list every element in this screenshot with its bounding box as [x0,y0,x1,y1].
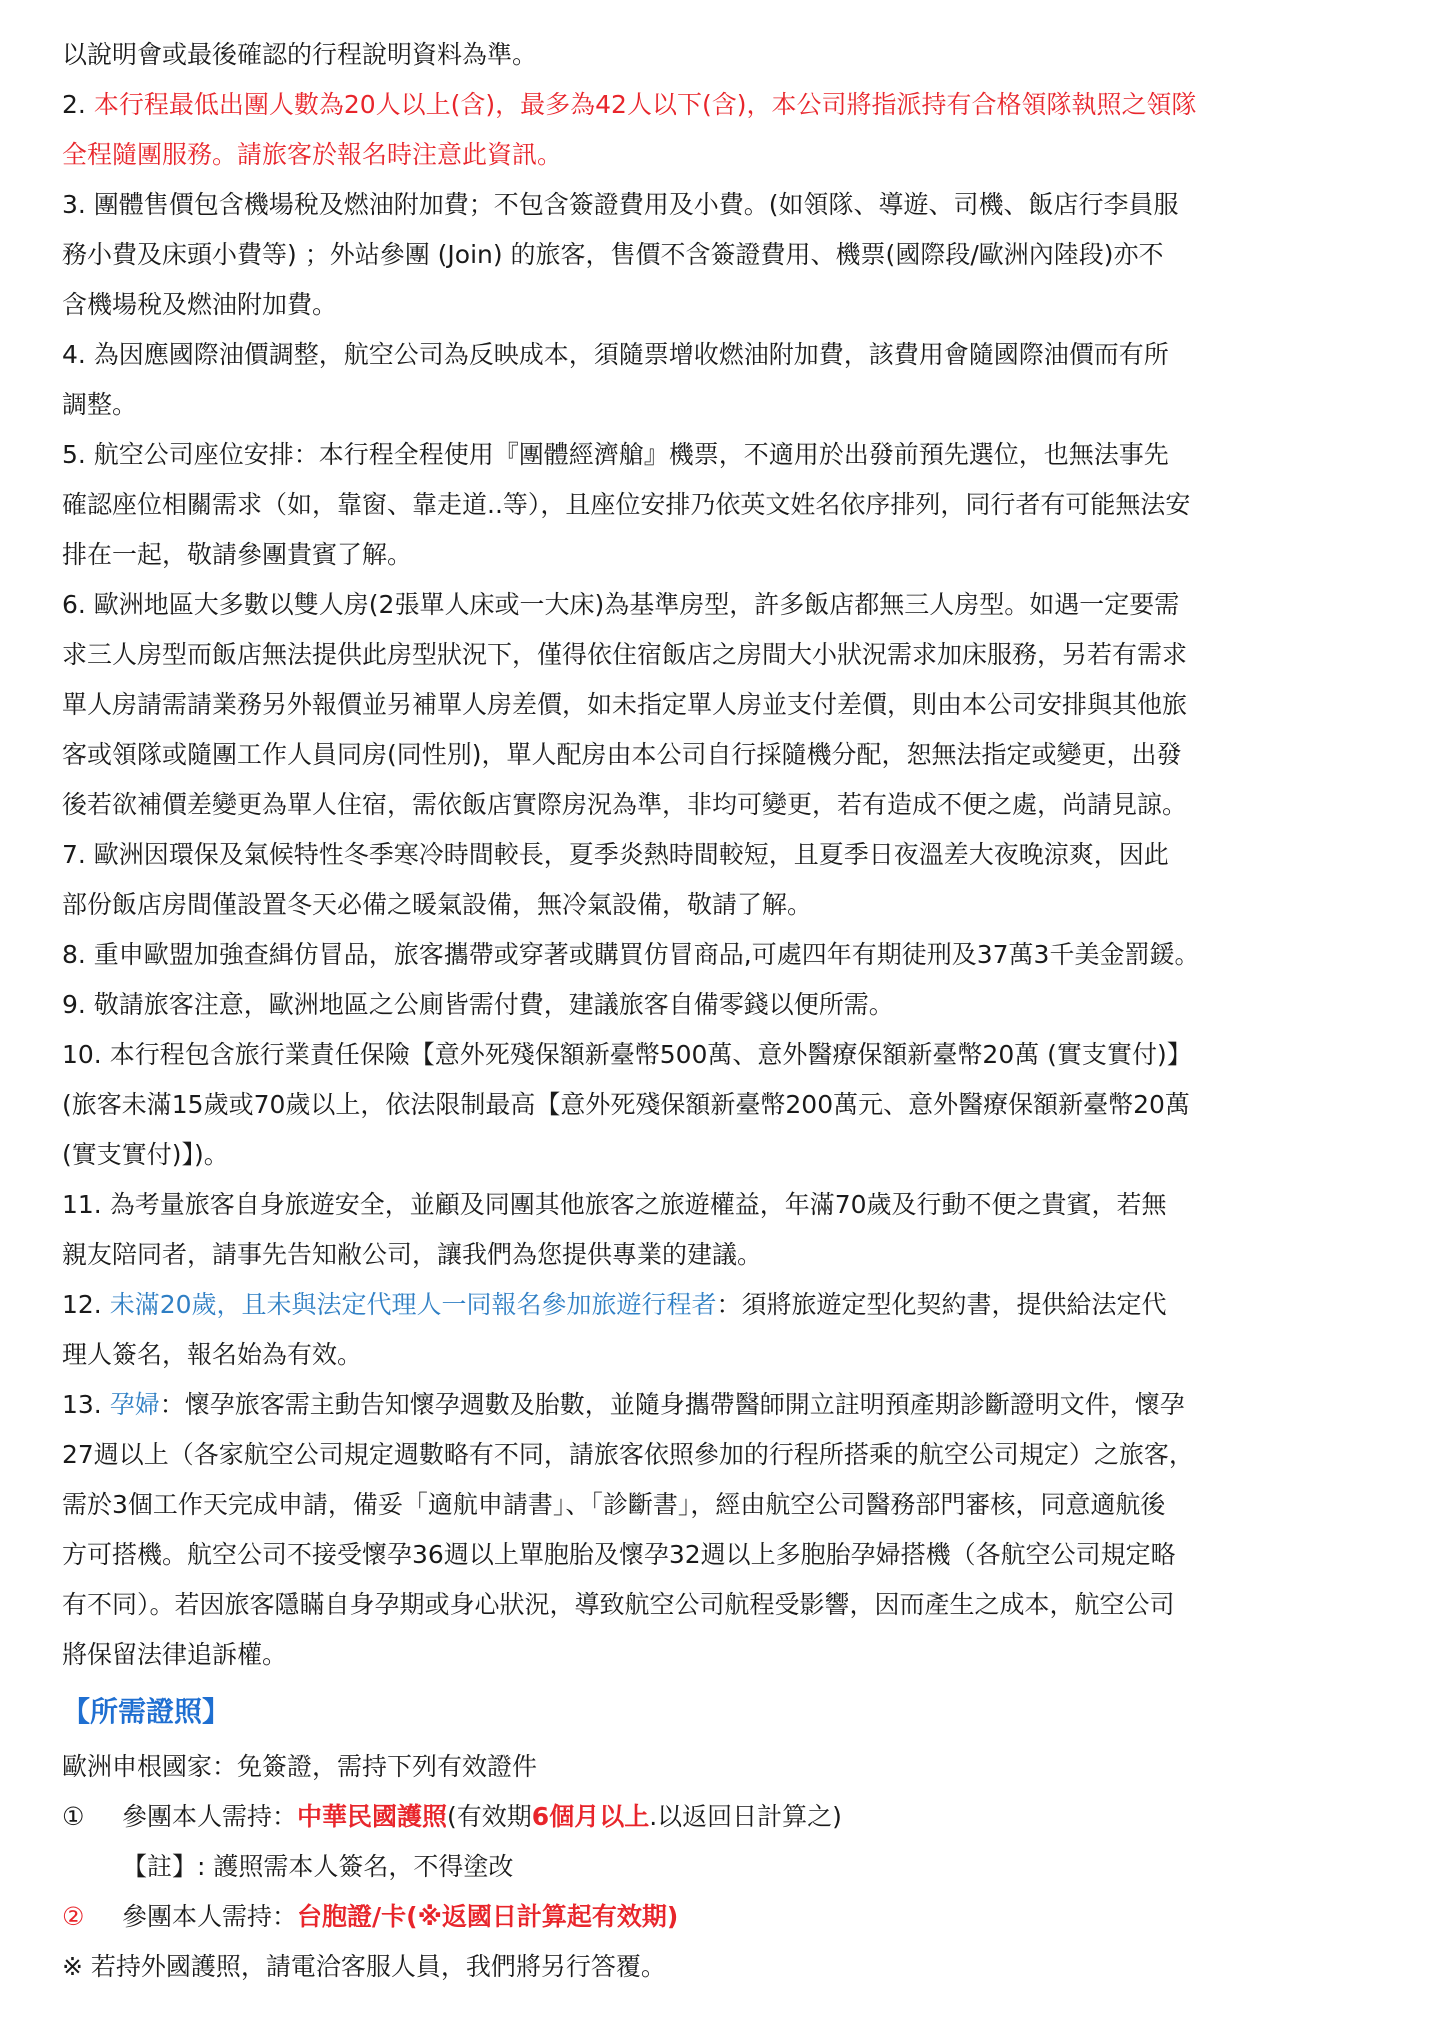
item-12-line-1 [62,1280,1382,1330]
passport-text: 中華民國護照 [297,1802,448,1831]
item-2-line-1 [62,80,1382,130]
item-4-line-1: 4. 為因應國際油價調整，航空公司為反映成本，須隨票增收燃油附加費，該費用會隨國際油價而有所 [62,340,1169,369]
item-number: 2. [62,90,86,119]
item-7-line-1: 7. 歐洲因環保及氣候特性冬季寒冷時間較長，夏季炎熱時間較短，且夏季日夜溫差大夜晚涼爽，因此 [62,840,1169,869]
mtp-card-text: 台胞證/卡(※返國日計算起有效期) [297,1902,679,1931]
item-2-line-2: 全程隨團服務。請旅客於報名時注意此資訊。 [62,140,563,169]
item-13-line-2: 27週以上（各家航空公司規定週數略有不同，請旅客依照參加的行程所搭乘的航空公司規定）之旅客， [62,1440,1194,1469]
passport-note: 【註】: 護照需本人簽名，不得塗改 [122,1852,514,1881]
circled-one-marker: ① [62,1802,85,1831]
validity-text-end: .以返回日計算之) [649,1802,842,1831]
item-3-line-1: 3. 團體售價包含機場稅及燃油附加費；不包含簽證費用及小費。(如領隊、導遊、司機、飯店行李員服 [62,190,1179,219]
item-6-line-1: 6. 歐洲地區大多數以雙人房(2張單人床或一大床)為基準房型，許多飯店都無三人房型。如遇一定要需 [62,590,1180,619]
circled-two-marker: ② [62,1902,85,1931]
document-item-1 [62,1792,1382,1842]
text-line: 以說明會或最後確認的行程說明資料為準。 [62,40,538,69]
six-months-text: 6個月以上 [531,1802,650,1831]
item-4-line-2: 調整。 [62,390,138,419]
document-item-2 [62,1892,1382,1942]
item-6-line-5: 後若欲補價差變更為單人住宿，需依飯店實際房況為準，非均可變更，若有造成不便之處，尚請見諒。 [62,790,1188,819]
item-6-line-4: 客或領隊或隨團工作人員同房(同性別)，單人配房由本公司自行採隨機分配，恕無法指定或變更，出發 [62,740,1182,769]
item-13-text: ：懷孕旅客需主動告知懷孕週數及胎數，並隨身攜帶醫師開立註明預產期診斷證明文件，懷孕 [159,1390,1185,1419]
item-7-line-2: 部份飯店房間僅設置冬天必備之暖氣設備，無冷氣設備，敬請了解。 [62,890,813,919]
item-5-line-3: 排在一起，敬請參團貴賓了解。 [62,540,413,569]
validity-text: (有效期 [447,1802,532,1831]
foreign-passport-note: ※ 若持外國護照，請電洽客服人員，我們將另行答覆。 [62,1952,666,1981]
documents-intro: 歐洲申根國家：免簽證，需持下列有效證件 [62,1752,538,1781]
document-label: 參團本人需持： [122,1802,298,1831]
item-13-line-1 [62,1380,1382,1430]
item-11-line-2: 親友陪同者，請事先告知敝公司，讓我們為您提供專業的建議。 [62,1240,763,1269]
item-5-line-2: 確認座位相關需求（如，靠窗、靠走道..等），且座位安排乃依英文姓名依序排列，同行者有可能無法安 [62,490,1191,519]
item-13-line-4: 方可搭機。航空公司不接受懷孕36週以上單胞胎及懷孕32週以上多胞胎孕婦搭機（各航空公司規定略 [62,1540,1176,1569]
item-3-line-3: 含機場稅及燃油附加費。 [62,290,338,319]
item-5-line-1: 5. 航空公司座位安排：本行程全程使用『團體經濟艙』機票，不適用於出發前預先選位，也無法事先 [62,440,1169,469]
item-2-red-text: 本行程最低出團人數為20人以上(含)，最多為42人以下(含)，本公司將指派持有合格領隊執照之領隊 [93,90,1197,119]
item-10-line-1: 10. 本行程包含旅行業責任保險【意外死殘保額新臺幣500萬、意外醫療保額新臺幣20萬 (實支實付)】 [62,1040,1192,1069]
item-13-line-6: 將保留法律追訴權。 [62,1640,288,1669]
item-12-highlight: 未滿20歲，且未與法定代理人一同報名參加旅遊行程者 [109,1290,717,1319]
item-number: 12. [62,1290,102,1319]
document-label: 參團本人需持： [122,1902,298,1931]
item-9-line-1: 9. 敬請旅客注意，歐洲地區之公廁皆需付費，建議旅客自備零錢以便所需。 [62,990,894,1019]
item-6-line-3: 單人房請需請業務另外報價並另補單人房差價，如未指定單人房並支付差價，則由本公司安排與其他旅 [62,690,1188,719]
item-11-line-1: 11. 為考量旅客自身旅遊安全，並顧及同團其他旅客之旅遊權益，年滿70歲及行動不便之貴賓，若無 [62,1190,1167,1219]
section-heading-documents: 【所需證照】 [62,1695,231,1728]
item-number: 13. [62,1390,102,1419]
item-10-line-3: (實支實付)】)。 [62,1140,229,1169]
item-12-line-2: 理人簽名，報名始為有效。 [62,1340,363,1369]
item-13-line-5: 有不同）。若因旅客隱瞞自身孕期或身心狀況，導致航空公司航程受影響，因而產生之成本，航空公司 [62,1590,1175,1619]
item-10-line-2: (旅客未滿15歲或70歲以上，依法限制最高【意外死殘保額新臺幣200萬元、意外醫療保額新臺幣20萬 [62,1090,1190,1119]
item-13-highlight: 孕婦 [109,1390,160,1419]
item-3-line-2: 務小費及床頭小費等) ；外站參團 (Join) 的旅客，售價不含簽證費用、機票(國際段/歐洲內陸段)亦不 [62,240,1164,269]
item-13-line-3: 需於3個工作天完成申請，備妥「適航申請書」、「診斷書」，經由航空公司醫務部門審核，同意適航後 [62,1490,1166,1519]
item-12-text: ：須將旅遊定型化契約書，提供給法定代 [716,1290,1167,1319]
document-body [62,30,1382,1992]
item-8-line-1: 8. 重申歐盟加強查緝仿冒品，旅客攜帶或穿著或購買仿冒商品,可處四年有期徒刑及37萬3千美金罰鍰。 [62,940,1200,969]
item-6-line-2: 求三人房型而飯店無法提供此房型狀況下，僅得依住宿飯店之房間大小狀況需求加床服務，另若有需求 [62,640,1188,669]
